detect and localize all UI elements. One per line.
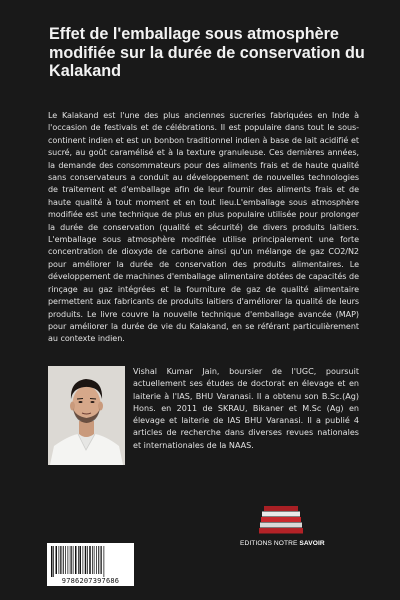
- barcode-bar: [70, 546, 71, 574]
- barcode-bar: [75, 546, 77, 574]
- publisher-name: [240, 540, 336, 547]
- barcode-bar: [63, 546, 64, 574]
- barcode-bar: [60, 546, 61, 574]
- barcode-bar: [73, 546, 74, 574]
- author-photo: [48, 366, 125, 465]
- barcode-bar: [96, 546, 97, 574]
- barcode-bar: [100, 546, 101, 574]
- book-description: Le Kalakand est l'une des plus anciennes sucreries fabriquées en Inde à l'occasion de festivals et de célébrations. Il est populaire dans tout le sous-continent indien et est un bonbon traditionnel indien à base de lait acidifié et sucré, au goût caramélisé et à la texture granuleuse. Ces dernières années, la demande des consommateurs pour des aliments frais et de haute qualité sans conservateurs a conduit au développement de nouvelles technologies de traitement et d'emballage afin de leur fournir des aliments frais et de haute qualité à tout moment et en tout lieu.L'emballage sous atmosphère modifiée est une technique de plus en plus populaire utilisée pour prolonger la durée de conservation (qualité et sécurité) de divers produits laitiers. L'emballage sous atmosphère modifiée utilise principalement une forte concentration de dioxyde de carbone ainsi qu'un mélange de gaz CO2/N2 pour améliorer la durée de conservation des produits alimentaires. Le développement de machines d'emballage alimentaire dotées de capacités de rinçage au gaz intégrées et la fourniture de gaz de qualité alimentaire permettent aux fabricants de produits laitiers d'améliorer la qualité de leurs produits. Le livre couvre la nouvelle technique d'emballage avancée (MAP) pour améliorer la durée de vie du Kalakand, en se référant particulièrement au contexte indien.: [48, 111, 359, 344]
- barcode-bar: [56, 546, 58, 574]
- author-bio: Vishal Kumar Jain, boursier de l'UGC, poursuit actuellement ses études de doctorat en élevage et en laiterie à l'IAS, BHU Varanasi. Il a obtenu son B.Sc.(Ag) Hons. en 2011 de SKRAU, Bikaner et M.Sc (Ag) en élevage et laiterie de IAS BHU Varanasi. Il a publié 4 articles de recherche dans diverses revues nationales et internationales de la NAAS.: [133, 367, 359, 450]
- barcode-bar: [51, 546, 53, 577]
- barcode-bar: [59, 546, 60, 574]
- barcode-bar: [98, 546, 99, 574]
- barcode-bar: [89, 546, 91, 574]
- publisher-logo-icon: [259, 506, 303, 534]
- barcode-bar: [62, 546, 63, 574]
- barcode-bar: [101, 546, 102, 574]
- isbn-number: 9786207397686: [61, 577, 120, 585]
- barcode-bars: [47, 543, 134, 577]
- barcode-bar: [92, 546, 93, 574]
- barcode-bar: [65, 546, 66, 574]
- barcode-bar: [68, 546, 69, 574]
- barcode-bar: [94, 546, 95, 574]
- barcode-bar: [78, 546, 79, 574]
- author-portrait-icon: [48, 366, 125, 465]
- publisher-name-part1: EDITIONS NOTRE: [240, 540, 300, 547]
- barcode-bar: [87, 546, 88, 574]
- barcode-bar: [80, 546, 82, 574]
- publisher-name-part2: SAVOIR: [299, 540, 325, 547]
- barcode-bar: [85, 546, 87, 574]
- barcode-bar: [53, 546, 54, 577]
- barcode-bar: [71, 546, 72, 574]
- barcode-bar: [83, 546, 84, 574]
- book-title: Effet de l'emballage sous atmosphère modifiée sur la durée de conservation du Kalakand: [49, 25, 365, 81]
- barcode: [47, 543, 134, 586]
- barcode-bar: [104, 546, 105, 577]
